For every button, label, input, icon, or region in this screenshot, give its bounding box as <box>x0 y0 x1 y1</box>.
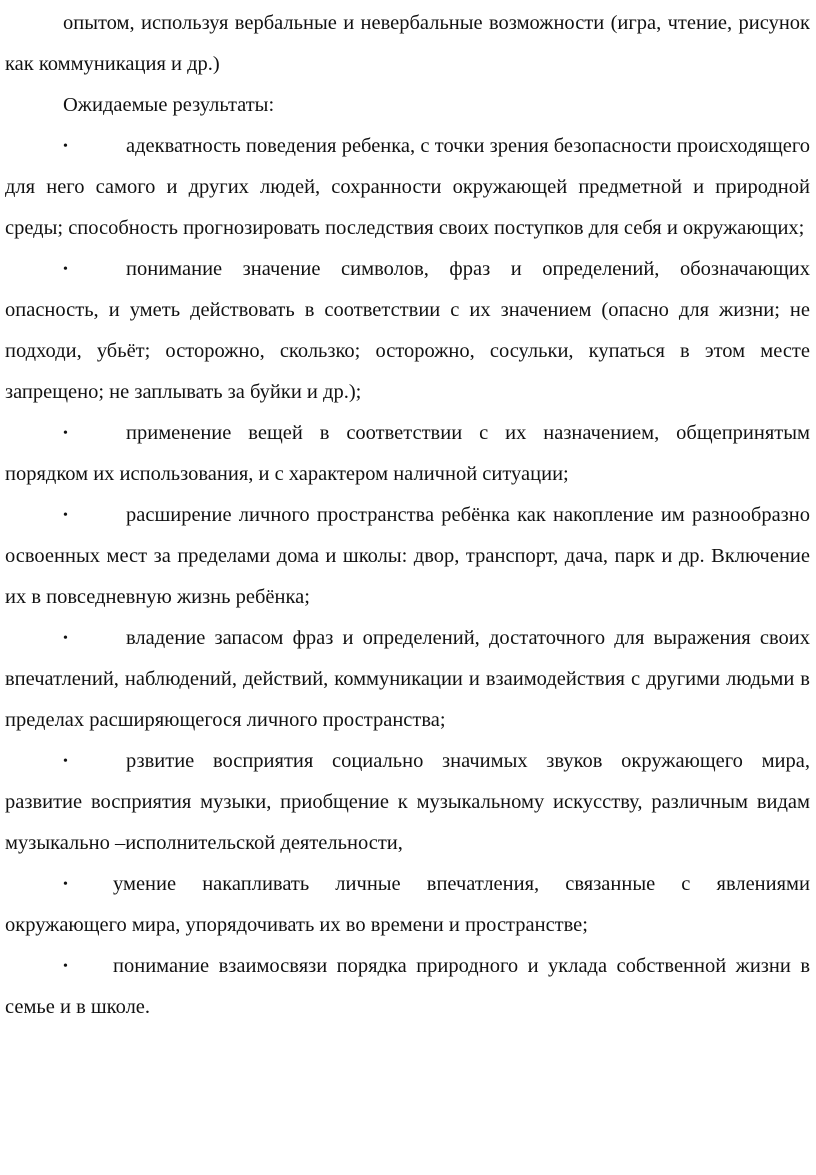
result-item-5 <box>5 618 810 741</box>
result-item-2 <box>5 249 810 413</box>
bullet-icon: • <box>63 426 68 441</box>
result-item-text: умение накапливать личные впечатления, связанные с явлениями окружающего мира, упорядочивать их во времени и пространстве; <box>5 873 810 936</box>
bullet-icon: • <box>63 262 68 277</box>
result-item-text: понимание значение символов, фраз и определений, обозначающих опасность, и уметь действовать в соответствии с их значением (опасно для жизни; не подходи, убьёт; осторожно, скользко; осторожно, сосульки, купаться в этом месте запрещено; не заплывать за буйки и др.); <box>5 258 810 403</box>
result-item-3 <box>5 413 810 495</box>
result-item-text: рзвитие восприятия социально значимых звуков окружающего мира, развитие восприятия музыки, приобщение к музыкальному искусству, различным видам музыкально –исполнительской деятельности, <box>5 750 810 854</box>
bullet-icon: • <box>63 139 68 154</box>
result-item-text: применение вещей в соответствии с их назначением, общепринятым порядком их использования, и с характером наличной ситуации; <box>5 422 810 485</box>
bullet-icon: • <box>63 754 68 769</box>
bullet-icon: • <box>63 959 68 974</box>
result-item-1 <box>5 126 810 249</box>
result-item-text: адекватность поведения ребенка, с точки зрения безопасности происходящего для него самого и других людей, сохранности окружающей предметной и природной среды; способность прогнозировать последствия своих поступков для себя и окружающих; <box>5 135 810 239</box>
result-item-4 <box>5 495 810 618</box>
document-page <box>5 0 810 1028</box>
expected-results-heading: Ожидаемые результаты: <box>63 94 275 116</box>
result-item-7 <box>5 864 810 946</box>
bullet-icon: • <box>63 631 68 646</box>
result-item-text: владение запасом фраз и определений, достаточного для выражения своих впечатлений, наблюдений, действий, коммуникации и взаимодействия с другими людьми в пределах расширяющегося личного пространства; <box>5 627 810 731</box>
bullet-icon: • <box>63 877 68 892</box>
result-item-8 <box>5 946 810 1028</box>
result-item-text: расширение личного пространства ребёнка как накопление им разнообразно освоенных мест за пределами дома и школы: двор, транспорт, дача, парк и др. Включение их в повседневную жизнь ребёнка; <box>5 504 810 608</box>
result-item-text: понимание взаимосвязи порядка природного и уклада собственной жизни в семье и в школе. <box>5 955 810 1018</box>
intro-paragraph: опытом, используя вербальные и невербальные возможности (игра, чтение, рисунок как коммуникация и др.) <box>5 12 810 75</box>
result-item-6 <box>5 741 810 864</box>
bullet-icon: • <box>63 508 68 523</box>
